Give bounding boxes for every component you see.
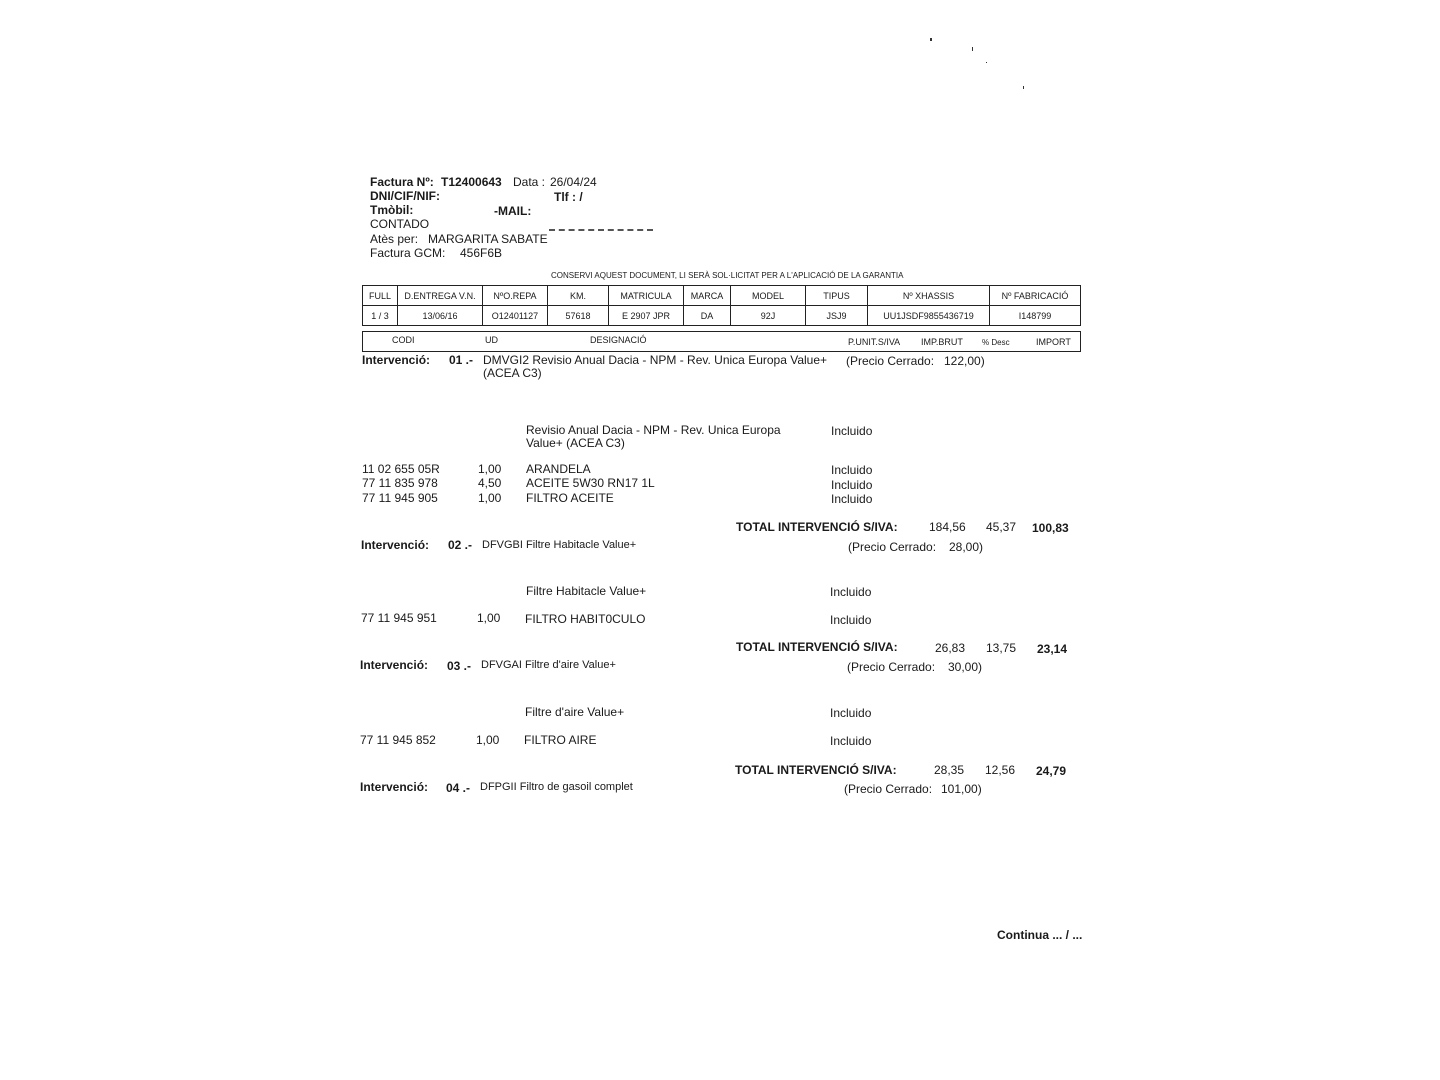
table-header-row: [363, 286, 1081, 306]
table-cell: DA: [684, 306, 731, 326]
table-cell: I148799: [990, 306, 1081, 326]
intervention-label: Intervenció:: [360, 780, 429, 794]
package-status: Incluido: [830, 585, 872, 599]
total-brut: 28,35: [934, 763, 965, 777]
precio-cerrado-value: 101,00): [941, 782, 982, 796]
item-quantity: 1,00: [476, 733, 500, 747]
mail-label: -MAIL:: [494, 204, 532, 218]
table-cell: O12401127: [483, 306, 548, 326]
table-cell: 13/06/16: [398, 306, 483, 326]
intervention-number: 02 .-: [448, 538, 473, 552]
package-status: Incluido: [830, 706, 872, 720]
scan-speck: [930, 38, 932, 41]
total-import: 24,79: [1036, 764, 1067, 778]
scan-speck: [972, 47, 973, 51]
item-status: Incluido: [830, 734, 872, 748]
intervention-number: 01 .-: [449, 353, 474, 367]
table-header-cell: KM.: [548, 286, 609, 306]
precio-cerrado-value: 28,00): [949, 540, 984, 554]
scan-speck: [1023, 86, 1024, 89]
package-name-cont: Value+ (ACEA C3): [526, 436, 625, 450]
intervention-label: Intervenció:: [360, 658, 429, 672]
intervention-description-cont: (ACEA C3): [483, 366, 542, 380]
table-cell: UU1JSDF9855436719: [868, 306, 990, 326]
table-cell: 57618: [548, 306, 609, 326]
precio-cerrado-value: 122,00): [944, 354, 985, 368]
factura-number: T12400643: [441, 175, 502, 189]
dni-label: DNI/CIF/NIF:: [370, 189, 440, 203]
intervention-description: DFPGII Filtro de gasoil complet: [480, 781, 633, 793]
item-code: 77 11 945 852: [360, 733, 436, 747]
package-name: Filtre d'aire Value+: [525, 705, 625, 719]
item-code: 11 02 655 05R: [362, 462, 440, 476]
table-cell: 92J: [731, 306, 806, 326]
precio-cerrado-label: (Precio Cerrado:: [846, 354, 935, 368]
package-status: Incluido: [831, 424, 873, 438]
package-name: Revisio Anual Dacia - NPM - Rev. Unica Europa: [526, 423, 781, 437]
gcm-value: 456F6B: [460, 246, 503, 260]
table-header-cell: TIPUS: [806, 286, 868, 306]
item-quantity: 4,50: [478, 476, 502, 490]
table-header-cell: Nº FABRICACIÓ: [990, 286, 1081, 306]
col-import: IMPORT: [1036, 337, 1071, 347]
intervention-description: DFVGAI Filtre d'aire Value+: [481, 659, 616, 671]
intervention-label: Intervenció:: [361, 538, 430, 552]
total-brut: 26,83: [935, 641, 966, 655]
total-label: TOTAL INTERVENCIÓ S/IVA:: [736, 520, 898, 534]
line-items-header: [362, 331, 1081, 352]
payment-method: CONTADO: [370, 217, 430, 231]
precio-cerrado-label: (Precio Cerrado:: [847, 660, 936, 674]
factura-label: Factura Nº:: [370, 175, 434, 189]
table-header-cell: MATRICULA: [609, 286, 684, 306]
total-desc: 12,56: [985, 763, 1016, 777]
total-desc: 45,37: [986, 520, 1017, 534]
intervention-number: 04 .-: [446, 781, 471, 795]
table-header-cell: MARCA: [684, 286, 731, 306]
package-name: Filtre Habitacle Value+: [526, 584, 647, 598]
tmobil-label: Tmòbil:: [370, 203, 414, 217]
col-designacio: DESIGNACIÓ: [590, 335, 647, 345]
col-punit: P.UNIT.S/IVA: [848, 337, 901, 347]
item-designation: ACEITE 5W30 RN17 1L: [526, 476, 655, 490]
redaction-mark: [549, 226, 653, 231]
item-quantity: 1,00: [478, 491, 502, 505]
ates-value: MARGARITA SABATE: [428, 232, 548, 246]
ates-label: Atès per:: [370, 232, 419, 246]
col-desc: % Desc: [982, 338, 1010, 347]
table-header-cell: FULL: [363, 286, 398, 306]
total-label: TOTAL INTERVENCIÓ S/IVA:: [736, 640, 898, 654]
total-brut: 184,56: [929, 520, 966, 534]
item-status: Incluido: [831, 463, 873, 477]
col-impbrut: IMP.BRUT: [921, 337, 963, 347]
table-row: [363, 306, 1081, 326]
item-status: Incluido: [831, 492, 873, 506]
total-import: 100,83: [1032, 521, 1069, 535]
vehicle-info-table: [362, 285, 1081, 326]
precio-cerrado-label: (Precio Cerrado:: [848, 540, 937, 554]
table-header-cell: D.ENTREGA V.N.: [398, 286, 483, 306]
continues-footer: Continua ... / ...: [997, 928, 1083, 942]
total-label: TOTAL INTERVENCIÓ S/IVA:: [735, 763, 897, 777]
table-header-cell: Nº XHASSIS: [868, 286, 990, 306]
table-cell: JSJ9: [806, 306, 868, 326]
col-ud: UD: [485, 335, 498, 345]
date-label: Data :: [513, 175, 546, 189]
item-designation: FILTRO AIRE: [524, 733, 597, 747]
intervention-description: DFVGBI Filtre Habitacle Value+: [482, 539, 637, 551]
table-cell: E 2907 JPR: [609, 306, 684, 326]
table-header-cell: NºO.REPA: [483, 286, 548, 306]
table-cell: 1 / 3: [363, 306, 398, 326]
item-designation: ARANDELA: [526, 462, 591, 476]
scan-speck: [986, 62, 987, 63]
item-designation: FILTRO ACEITE: [526, 491, 614, 505]
item-status: Incluido: [831, 478, 873, 492]
total-desc: 13,75: [986, 641, 1017, 655]
item-quantity: 1,00: [478, 462, 502, 476]
precio-cerrado-label: (Precio Cerrado:: [844, 782, 933, 796]
gcm-label: Factura GCM:: [370, 246, 446, 260]
item-status: Incluido: [830, 613, 872, 627]
item-code: 77 11 945 905: [362, 491, 438, 505]
intervention-label: Intervenció:: [362, 353, 431, 367]
date-value: 26/04/24: [550, 175, 597, 189]
total-import: 23,14: [1037, 642, 1068, 656]
table-header-cell: MODEL: [731, 286, 806, 306]
precio-cerrado-value: 30,00): [948, 660, 983, 674]
item-designation: FILTRO HABIT0CULO: [525, 612, 646, 626]
tlf-label: Tlf : /: [554, 190, 583, 204]
warranty-notice: CONSERVI AQUEST DOCUMENT, LI SERÀ SOL·LICITAT PER A L'APLICACIÓ DE LA GARANTIA: [551, 271, 904, 280]
item-code: 77 11 945 951: [361, 611, 437, 625]
col-codi: CODI: [392, 335, 415, 345]
intervention-description: DMVGI2 Revisio Anual Dacia - NPM - Rev. Unica Europa Value+: [483, 353, 828, 367]
item-quantity: 1,00: [477, 611, 501, 625]
item-code: 77 11 835 978: [362, 476, 438, 490]
intervention-number: 03 .-: [447, 659, 472, 673]
